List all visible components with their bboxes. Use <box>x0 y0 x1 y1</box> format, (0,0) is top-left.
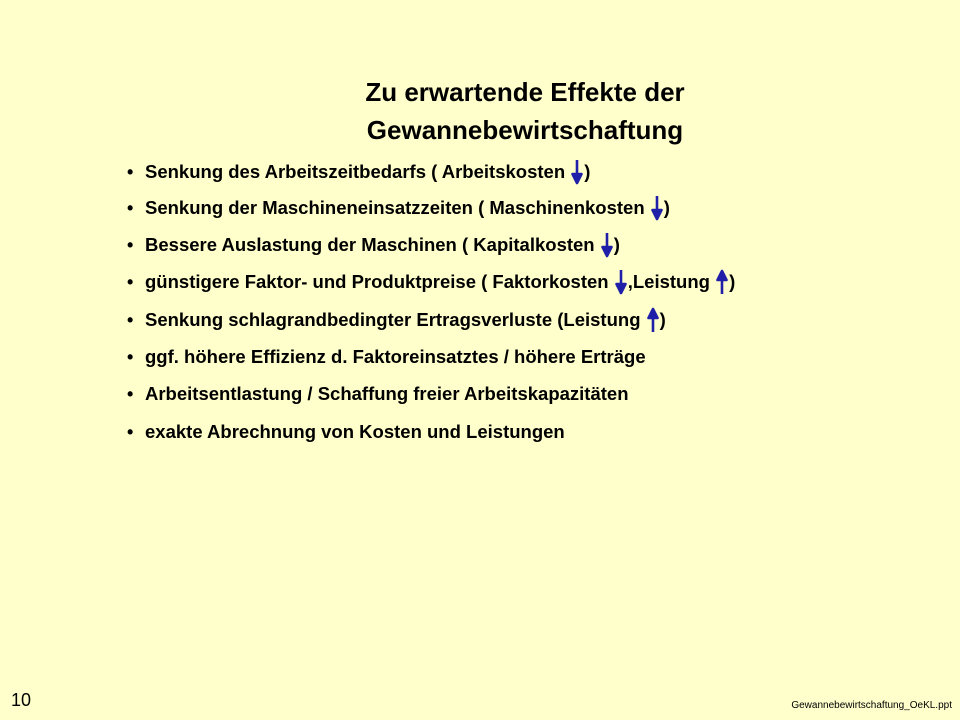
footer-file-name: Gewannebewirtschaftung_OeKL.ppt <box>791 700 952 711</box>
bullet-marker: • <box>127 234 134 255</box>
bullet-item <box>127 342 646 372</box>
bullet-marker: • <box>127 383 134 404</box>
slide-title <box>260 73 790 149</box>
arrow-up-icon <box>716 269 728 295</box>
bullet-text: Arbeitsentlastung / Schaffung freier Arbeitskapazitäten <box>145 383 629 404</box>
bullet-item <box>127 305 666 335</box>
slide-title-line-1: Zu erwartende Effekte der <box>365 77 685 107</box>
bullet-text: günstigere Faktor- und Produktpreise ( Faktorkosten <box>145 271 614 292</box>
arrow-down-icon <box>571 159 583 185</box>
bullet-text: Bessere Auslastung der Maschinen ( Kapitalkosten <box>145 234 600 255</box>
bullet-marker: • <box>127 346 134 367</box>
bullet-text: ) <box>613 234 620 255</box>
bullet-text: ,Leistung <box>627 271 716 292</box>
bullet-item <box>127 417 565 447</box>
bullet-text: ) <box>584 161 591 182</box>
bullet-item <box>127 267 735 297</box>
bullet-text: ggf. höhere Effizienz d. Faktoreinsatztes / höhere Erträge <box>145 346 646 367</box>
bullet-item <box>127 157 590 187</box>
bullet-text: exakte Abrechnung von Kosten und Leistungen <box>145 421 565 442</box>
arrow-down-icon <box>615 269 627 295</box>
bullet-text: ) <box>659 309 666 330</box>
arrow-up-icon <box>647 307 659 333</box>
bullet-marker: • <box>127 197 134 218</box>
bullet-marker: • <box>127 161 134 182</box>
page-number: 10 <box>11 690 32 710</box>
arrow-down-icon <box>651 195 663 221</box>
bullet-marker: • <box>127 421 134 442</box>
bullet-item <box>127 193 670 223</box>
arrow-down-icon <box>601 232 613 258</box>
slide-title-line-2: Gewannebewirtschaftung <box>366 115 684 145</box>
bullet-text: ) <box>729 271 736 292</box>
bullet-text: Senkung der Maschineneinsatzzeiten ( Maschinenkosten <box>145 197 650 218</box>
bullet-marker: • <box>127 271 134 292</box>
bullet-text: Senkung des Arbeitszeitbedarfs ( Arbeitskosten <box>145 161 571 182</box>
bullet-text: Senkung schlagrandbedingter Ertragsverluste (Leistung <box>145 309 646 330</box>
bullet-text: ) <box>663 197 670 218</box>
bullet-item <box>127 230 620 260</box>
bullet-marker: • <box>127 309 134 330</box>
bullet-item <box>127 379 629 409</box>
